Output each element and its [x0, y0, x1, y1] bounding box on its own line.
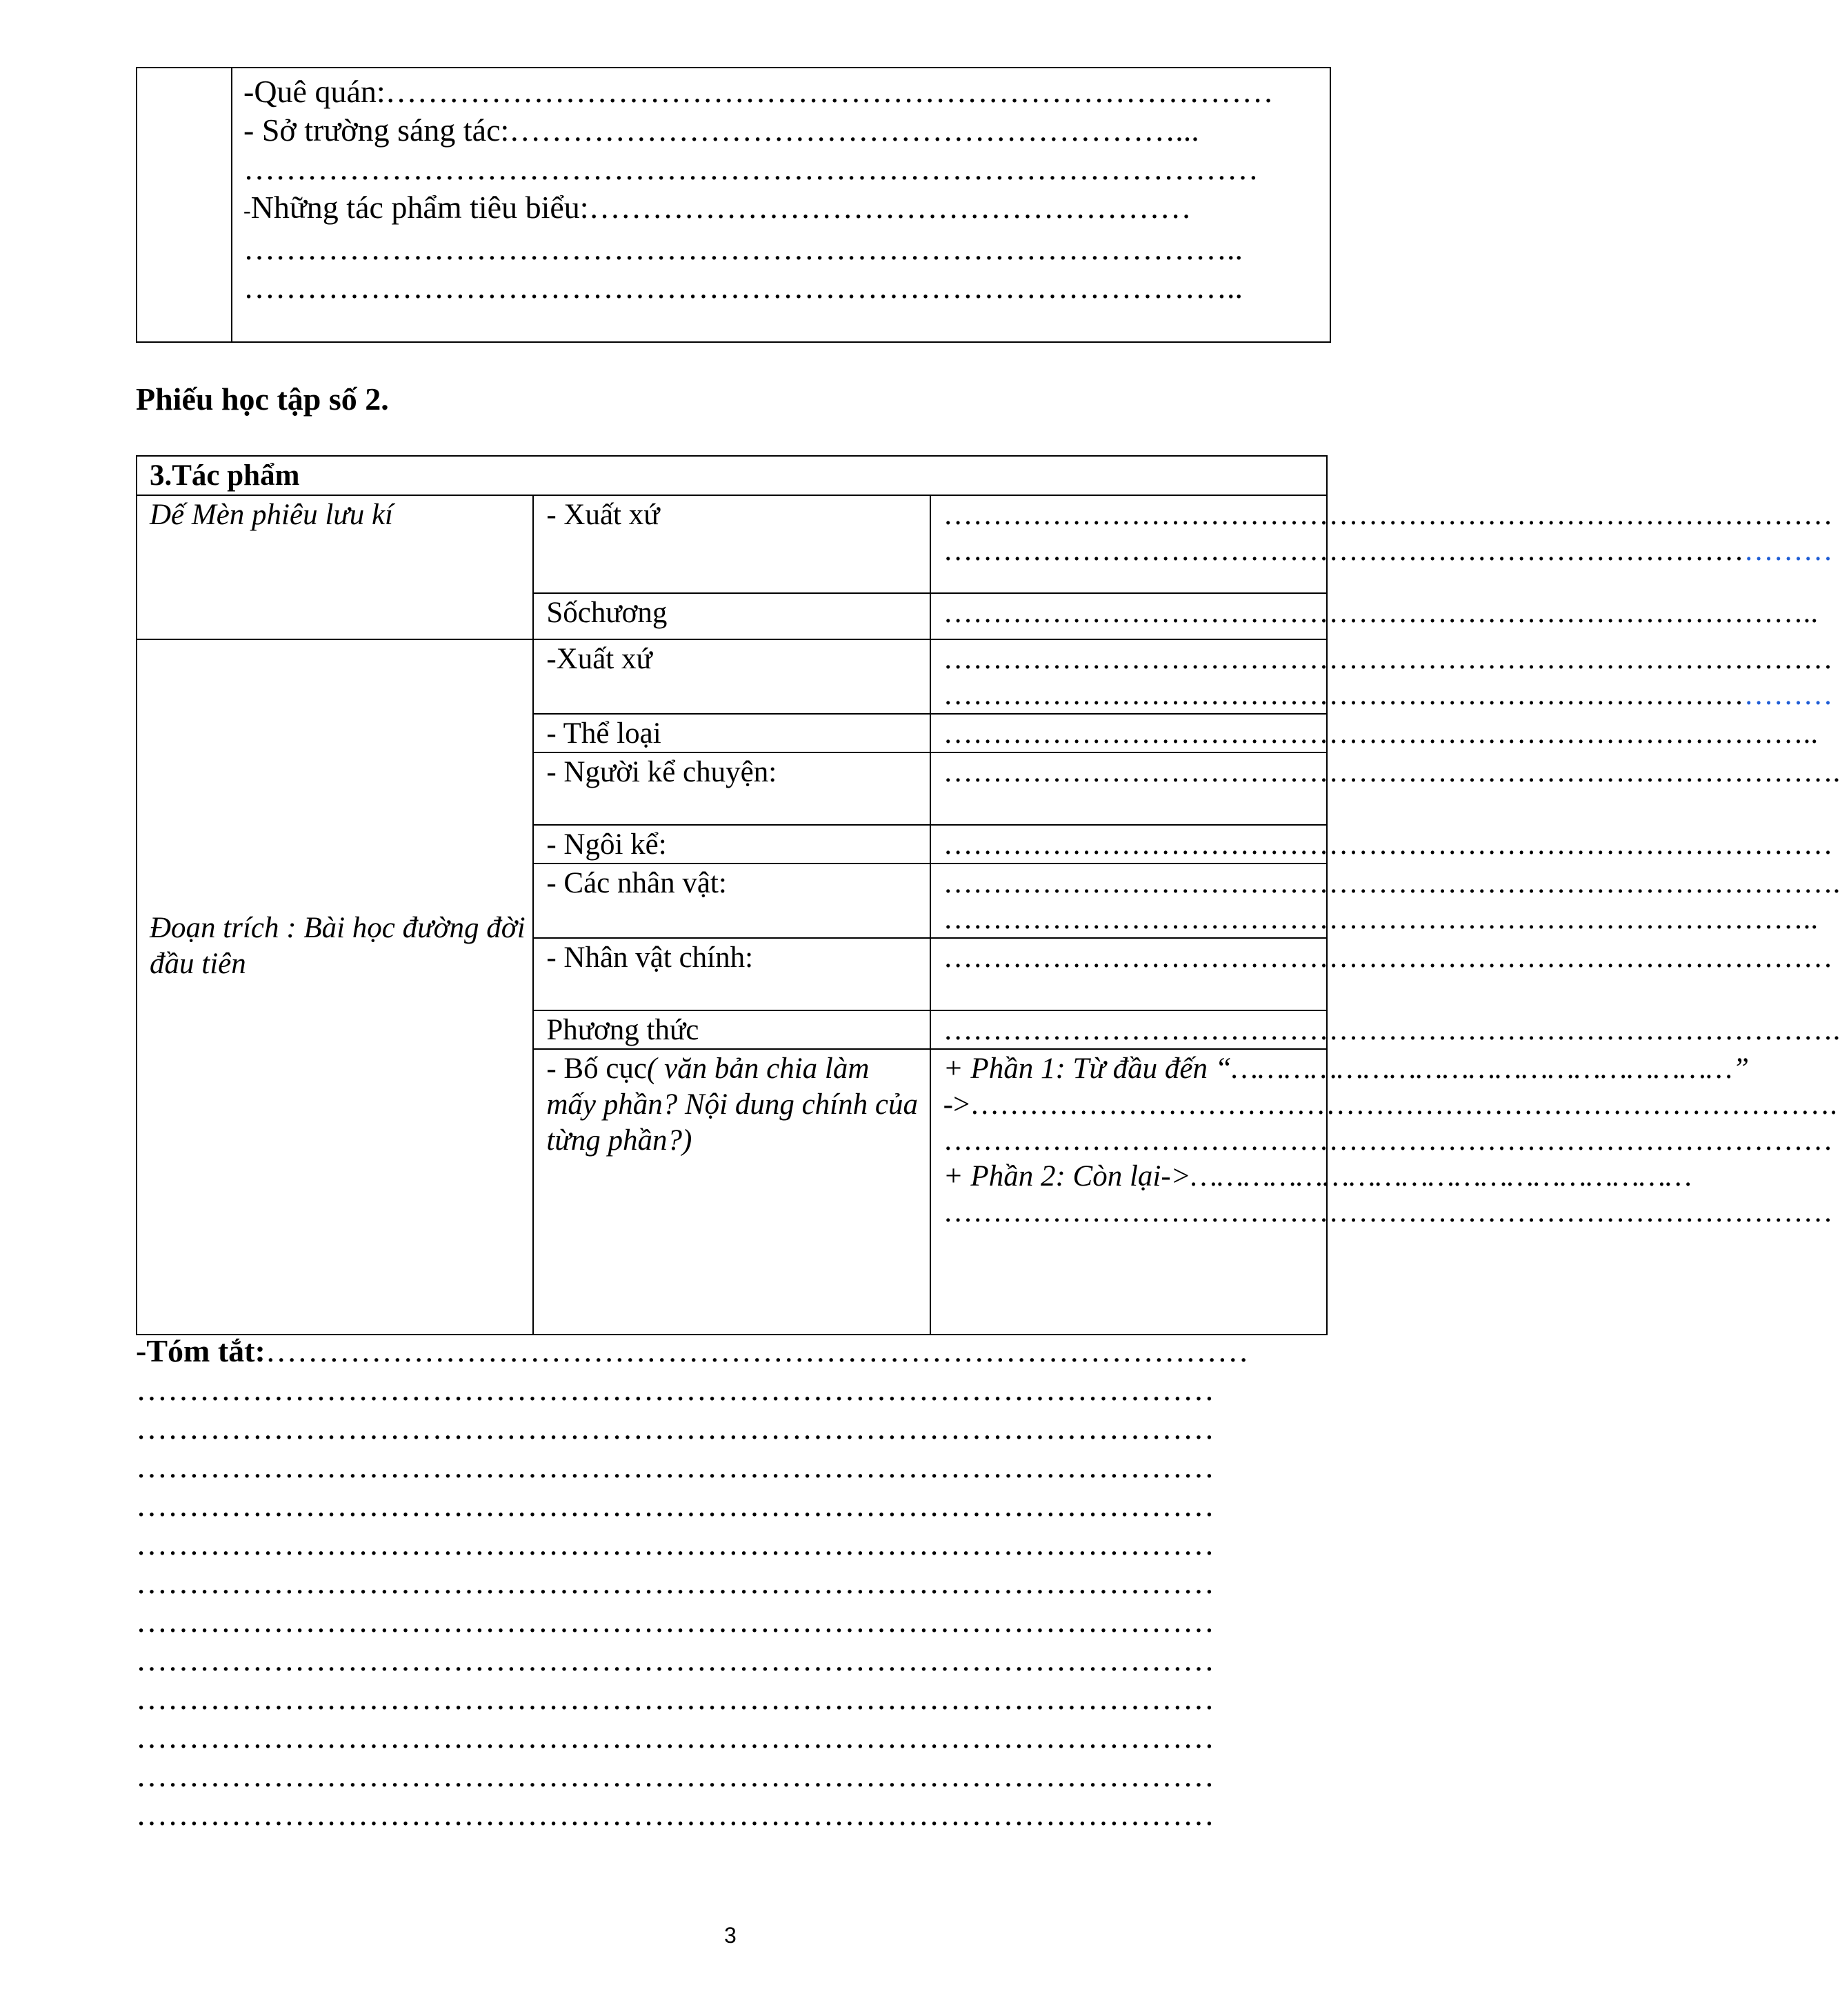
so-chuong-label: Sốchương: [533, 593, 930, 639]
nhan-vat-field: ………………………………………………………………………………. ……………………………………………………………………………..: [930, 864, 1327, 938]
so-truong-line: - Sở trường sáng tác:………………………………………………………...: [243, 112, 1199, 148]
summary-line: …………………………………………………………………………………………: [136, 1681, 1214, 1716]
nhan-vat-chinh-label: - Nhân vật chính:: [533, 938, 930, 1010]
summary-line: …………………………………………………………………………………………: [136, 1604, 1214, 1639]
summary-line: …………………………………………………………………………………………: [136, 1565, 1214, 1600]
author-info-table: [136, 67, 1331, 343]
page-number: 3: [724, 1923, 737, 1948]
xuat-xu2-label: -Xuất xứ: [533, 639, 930, 714]
summary-line: …………………………………………………………………………………………: [136, 1642, 1214, 1677]
worksheet-heading: Phiếu học tập số 2.: [136, 381, 389, 417]
nhung-tac-pham-line: -Những tác phẩm tiêu biểu:…………………………………………………: [243, 190, 1192, 225]
summary-line: …………………………………………………………………………………………: [136, 1758, 1214, 1793]
xuat-xu-field: ……………………………………………………………………………… ………………………………………………………………………………: [930, 495, 1327, 593]
doan-trich-label: Đoạn trích : Bài học đường đời đầu tiên: [137, 639, 533, 1335]
de-men-label: Dế Mèn phiêu lưu kí: [137, 495, 533, 639]
phuong-thuc-field: ……………………………………………………………………………….: [930, 1010, 1327, 1049]
summary-first-line: -Tóm tắt:…………………………………………………………………………………: [136, 1333, 1249, 1368]
empty-label-cell: [137, 68, 232, 342]
summary-line: …………………………………………………………………………………………: [136, 1410, 1214, 1446]
summary-line: …………………………………………………………………………………………: [136, 1372, 1214, 1407]
nguoi-ke-label: - Người kể chuyện:: [533, 752, 930, 825]
xuat-xu-label: - Xuất xứ: [533, 495, 930, 593]
summary-line: …………………………………………………………………………………………: [136, 1449, 1214, 1484]
summary-section: [136, 1332, 1329, 1834]
section-title: 3.Tác phẩm: [137, 456, 1327, 495]
bo-cuc-field: + Phần 1: Từ đầu đến “…………………………………………………” ->……………………………………………………………………………. ……………………………………………………………………………… + Phần 2: Còn lại->………………………………………………… ………………………………………………………………………………: [930, 1049, 1327, 1335]
xuat-xu2-field: ……………………………………………………………………………… ………………………………………………………………………………: [930, 639, 1327, 714]
phan-2: + Phần 2: Còn lại->…………………………………………………: [943, 1160, 1692, 1192]
the-loai-field: ……………………………………………………………………………..: [930, 714, 1327, 752]
ngoi-ke-label: - Ngôi kể:: [533, 825, 930, 864]
the-loai-label: - Thể loại: [533, 714, 930, 752]
summary-line: …………………………………………………………………………………………: [136, 1488, 1214, 1523]
work-table: [136, 455, 1840, 1335]
ngoi-ke-field: ………………………………………………………………………………: [930, 825, 1327, 864]
nguoi-ke-field: ……………………………………………………………………………….: [930, 752, 1327, 825]
author-info-cell: [232, 68, 1330, 342]
phuong-thuc-label: Phương thức: [533, 1010, 930, 1049]
phan-1: + Phần 1: Từ đầu đến “…………………………………………………”: [943, 1052, 1749, 1085]
summary-line: …………………………………………………………………………………………: [136, 1797, 1214, 1832]
so-truong-continuation: ……………………………………………………………………………………: [243, 151, 1259, 186]
fill-line: …………………………………………………………………………………..: [243, 231, 1243, 266]
so-chuong-field: ……………………………………………………………………………..: [930, 593, 1327, 639]
que-quan-line: -Quê quán:…………………………………………………………………………: [243, 74, 1274, 109]
nhan-vat-chinh-field: ………………………………………………………………………………: [930, 938, 1327, 1010]
summary-line: …………………………………………………………………………………………: [136, 1526, 1214, 1561]
nhan-vat-label: - Các nhân vật:: [533, 864, 930, 938]
summary-line: …………………………………………………………………………………………: [136, 1719, 1214, 1755]
fill-line: …………………………………………………………………………………..: [243, 270, 1243, 305]
bo-cuc-label: - Bố cục( văn bản chia làm mấy phần? Nội dung chính của từng phần?): [533, 1049, 930, 1335]
